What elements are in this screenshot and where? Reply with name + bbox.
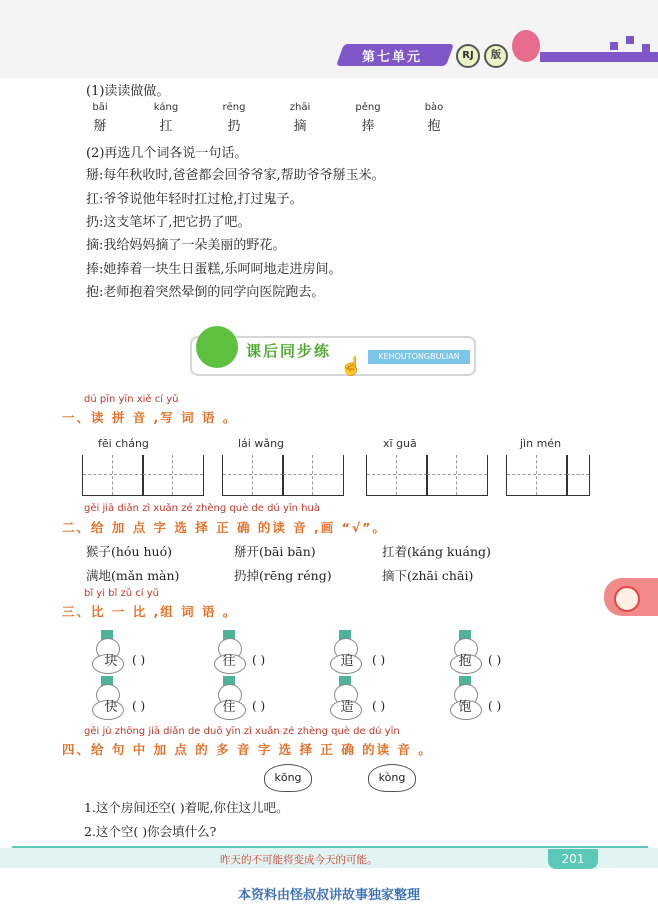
reading-option[interactable]: 掰开(bāi bān) [234, 544, 316, 559]
word-reng: rēng 扔 [222, 102, 246, 134]
q4-sentence[interactable]: 1.这个房间还空( )着呢,你住这儿吧。 [84, 800, 289, 815]
sentence-line: 摘:我给妈妈摘了一朵美丽的野花。 [86, 238, 286, 253]
writing-grid[interactable] [222, 455, 284, 496]
writing-grid[interactable] [426, 455, 488, 496]
q1-title: 一、读 拼 音 ,写 词 语 。 [62, 410, 238, 425]
compare-char: 追 [340, 654, 354, 669]
word-kang: káng 扛 [153, 102, 179, 134]
compare-char: 往 [222, 654, 236, 669]
answer-blank[interactable]: ( ) [252, 699, 266, 713]
cartoon-face-icon [614, 586, 640, 612]
q2-pinyin: gěi jiā diǎn zì xuǎn zé zhèng què de dú yīn huà [84, 503, 320, 514]
cartoon-girl-icon [512, 30, 540, 62]
q2-title: 二、给 加 点 字 选 择 正 确 的读 音 ,画 “√”。 [62, 520, 387, 535]
compare-char: 快 [104, 700, 118, 715]
q1-pinyin-item: jìn mén [520, 437, 562, 450]
q1-pinyin: dú pīn yīn xiě cí yǔ [84, 394, 179, 405]
edition-badge: RJ [456, 44, 480, 68]
reading-shell: kòng [368, 764, 416, 792]
word-bai: bāi 掰 [92, 102, 108, 134]
answer-blank[interactable]: ( ) [372, 653, 386, 667]
reading-option[interactable]: 扔掉(rēng réng) [234, 568, 332, 583]
compare-char: 造 [340, 700, 354, 715]
compare-char: 饱 [458, 700, 472, 715]
q4-sentence[interactable]: 2.这个空( )你会填什么? [84, 824, 217, 839]
monster-mascot-icon [196, 326, 238, 368]
q1-subtitle: (1)读读做做。 [86, 84, 170, 99]
hand-icon: ☝ [340, 356, 363, 377]
q1-pinyin-item: xī guā [383, 437, 417, 450]
writing-grid[interactable] [82, 455, 144, 496]
writing-grid[interactable] [566, 455, 590, 496]
q1-pinyin-item: lái wǎng [238, 437, 285, 450]
reading-shell: kōng [264, 764, 312, 792]
compare-char: 块 [104, 654, 118, 669]
footer-line [12, 846, 648, 848]
q4-title: 四、给 句 中 加 点 的 多 音 字 选 择 正 确 的读 音 。 [62, 742, 433, 757]
page-number: 201 [548, 849, 598, 869]
word-peng: pěng 捧 [355, 102, 381, 134]
sentence-line: 捧:她捧着一块生日蛋糕,乐呵呵地走进房间。 [86, 262, 342, 277]
version-badge: 版 [484, 44, 508, 68]
sentence-line: 扛:爷爷说他年轻时扛过枪,打过鬼子。 [86, 192, 303, 207]
answer-blank[interactable]: ( ) [132, 699, 146, 713]
pattern-dot [610, 42, 618, 50]
writing-grid[interactable] [506, 455, 568, 496]
reading-option[interactable]: 满地(mǎn màn) [86, 568, 180, 583]
writing-grid[interactable] [366, 455, 428, 496]
practice-subtitle: KEHOUTONGBULIAN [368, 350, 470, 364]
answer-blank[interactable]: ( ) [488, 699, 502, 713]
reading-option[interactable]: 摘下(zhāi chāi) [382, 568, 474, 583]
reading-option[interactable]: 猴子(hóu huó) [86, 544, 172, 559]
compare-char: 抱 [458, 654, 472, 669]
writing-grid[interactable] [282, 455, 344, 496]
answer-blank[interactable]: ( ) [488, 653, 502, 667]
q3-pinyin: bǐ yi bǐ zǔ cí yǔ [84, 588, 159, 599]
word-zhai: zhāi 摘 [289, 102, 311, 134]
q1-pinyin-item: fēi cháng [98, 437, 149, 450]
header-ribbon [540, 52, 658, 62]
practice-title: 课后同步练 [246, 342, 332, 360]
pattern-dot [642, 44, 650, 52]
pattern-dot [626, 36, 634, 44]
answer-blank[interactable]: ( ) [372, 699, 386, 713]
writing-grid[interactable] [142, 455, 204, 496]
q3-title: 三、比 一 比 ,组 词 语 。 [62, 604, 238, 619]
sentence-line: 扔:这支笔坏了,把它扔了吧。 [86, 215, 251, 230]
q4-pinyin: gěi jù zhōng jiā diǎn de duō yīn zì xuǎn zé zhèng què de dú yīn [84, 726, 400, 737]
unit-title: 第七单元 [362, 50, 423, 65]
answer-blank[interactable]: ( ) [252, 653, 266, 667]
reading-option[interactable]: 扛着(káng kuáng) [382, 544, 491, 559]
header-bar [0, 0, 658, 78]
answer-blank[interactable]: ( ) [132, 653, 146, 667]
compare-char: 住 [222, 700, 236, 715]
sentence-line: 抱:老师抱着突然晕倒的同学向医院跑去。 [86, 285, 325, 300]
word-bao: bào 抱 [424, 102, 444, 134]
q2-subtitle: (2)再选几个词各说一句话。 [86, 146, 248, 161]
sentence-line: 掰:每年秋收时,爸爸都会回爷爷家,帮助爷爷掰玉米。 [86, 168, 385, 183]
footer-motto: 昨天的不可能将变成今天的可能。 [220, 854, 378, 866]
credit-line: 本资料由怪叔叔讲故事独家整理 [237, 888, 420, 903]
